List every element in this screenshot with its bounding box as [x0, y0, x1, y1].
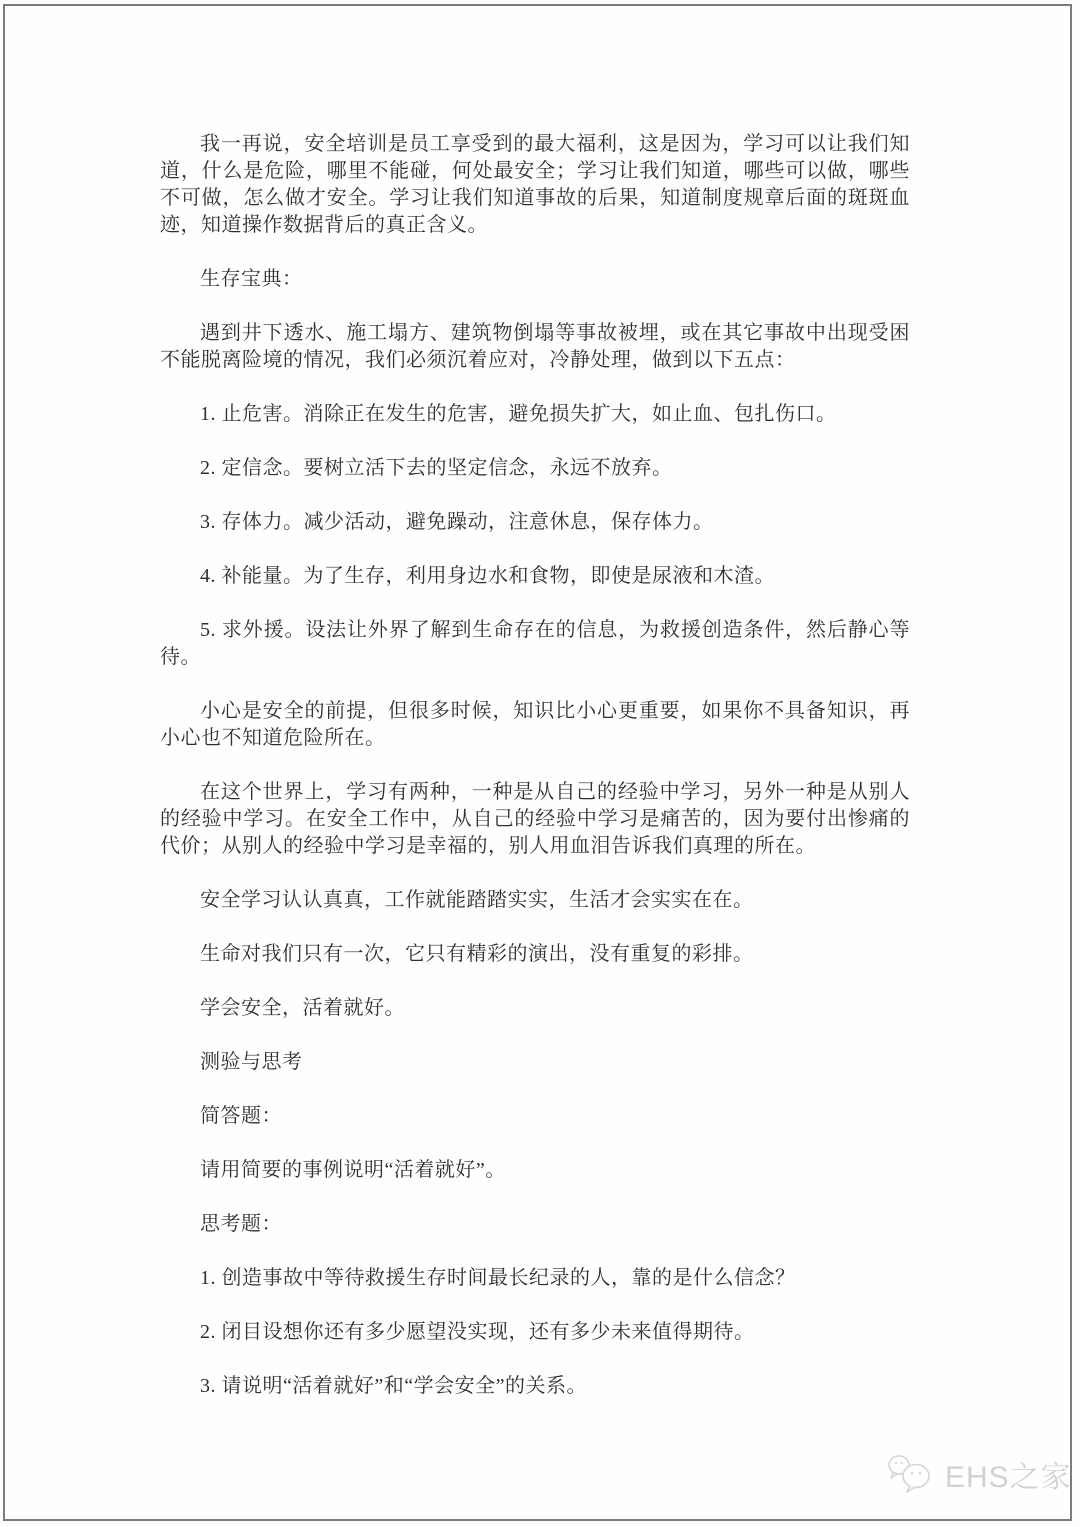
watermark-label: EHS之家: [945, 1461, 1072, 1494]
paragraph: 请用简要的事例说明“活着就好”。: [200, 1159, 506, 1181]
paragraph: 我一再说，安全培训是员工享受到的最大福利，这是因为，学习可以让我们知道，什么是危险，哪里不能碰，何处最安全；学习让我们知道，哪些可以做，哪些不可做，怎么做才安全。学习让我们知道事故的后果，知道制度规章后面的斑斑血迹，知道操作数据背后的真正含义。: [160, 133, 910, 236]
paragraph: 安全学习认认真真，工作就能踏踏实实，生活才会实实在在。: [200, 889, 754, 911]
watermark: [886, 1450, 1072, 1498]
wechat-icon: [886, 1452, 938, 1496]
paragraph: 思考题：: [200, 1213, 282, 1235]
paragraph: 3. 请说明“活着就好”和“学会安全”的关系。: [200, 1375, 588, 1397]
paragraph: 简答题：: [200, 1105, 282, 1127]
document-body: [160, 131, 910, 1427]
paragraph: 遇到井下透水、施工塌方、建筑物倒塌等事故被埋，或在其它事故中出现受困不能脱离险境的情况，我们必须沉着应对，冷静处理，做到以下五点：: [160, 322, 910, 371]
paragraph: 2. 定信念。要树立活下去的坚定信念，永远不放弃。: [200, 457, 673, 479]
paragraph: 生存宝典：: [200, 268, 303, 290]
paragraph: 5. 求外援。设法让外界了解到生命存在的信息，为救援创造条件，然后静心等待。: [160, 619, 910, 668]
paragraph: 4. 补能量。为了生存，利用身边水和食物，即使是尿液和木渣。: [200, 565, 775, 587]
paragraph: 测验与思考: [200, 1051, 303, 1073]
paragraph: 小心是安全的前提，但很多时候，知识比小心更重要，如果你不具备知识，再小心也不知道危险所在。: [160, 700, 910, 749]
paragraph: 3. 存体力。减少活动，避免躁动，注意休息，保存体力。: [200, 511, 714, 533]
paragraph: 在这个世界上，学习有两种，一种是从自己的经验中学习，另外一种是从别人的经验中学习。在安全工作中，从自己的经验中学习是痛苦的，因为要付出惨痛的代价；从别人的经验中学习是幸福的，别人用血泪告诉我们真理的所在。: [160, 781, 910, 857]
paragraph: 1. 止危害。消除正在发生的危害，避免损失扩大，如止血、包扎伤口。: [200, 403, 837, 425]
paragraph: 2. 闭目设想你还有多少愿望没实现，还有多少未来值得期待。: [200, 1321, 755, 1343]
paragraph: 学会安全，活着就好。: [200, 997, 405, 1019]
paragraph: 生命对我们只有一次，它只有精彩的演出，没有重复的彩排。: [200, 943, 754, 965]
paragraph: 1. 创造事故中等待救援生存时间最长纪录的人，靠的是什么信念？: [200, 1267, 796, 1289]
